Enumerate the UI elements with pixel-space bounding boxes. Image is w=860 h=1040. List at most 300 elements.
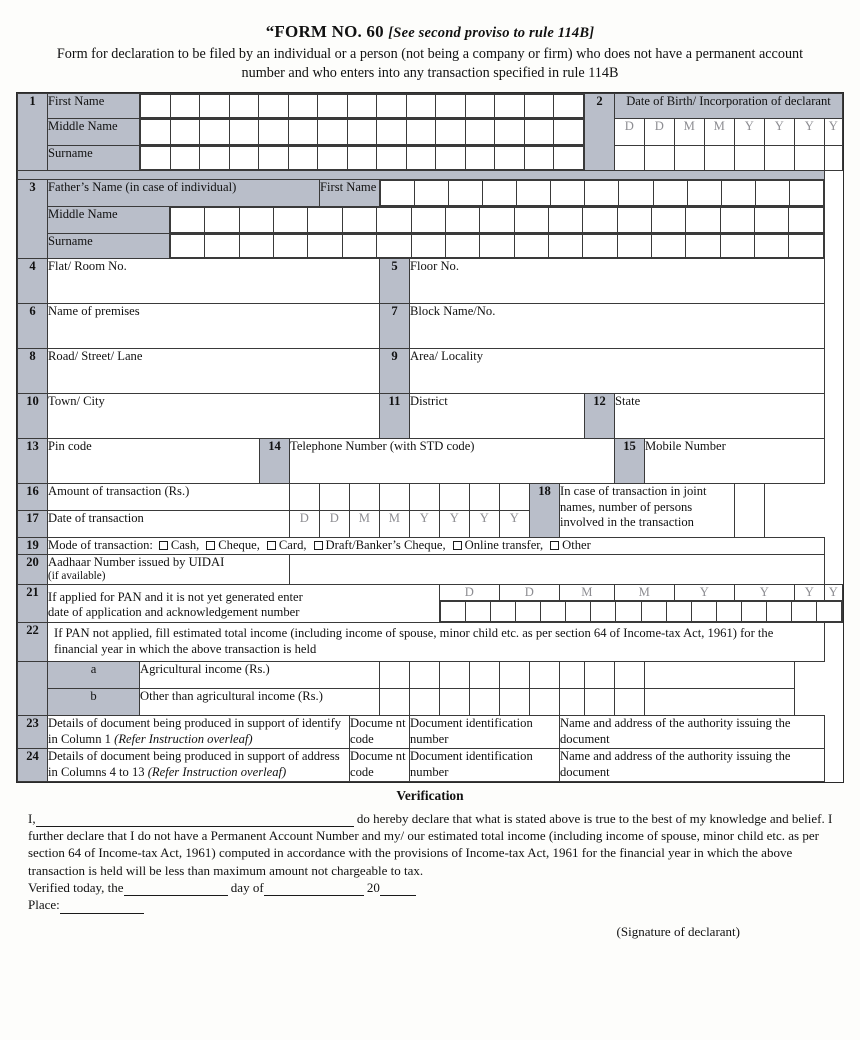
- form-title: [16, 22, 844, 42]
- row-10-11-12: [18, 394, 843, 439]
- field-telephone-number[interactable]: [290, 439, 615, 484]
- grid-cell[interactable]: [495, 120, 525, 145]
- checkbox-cash-icon[interactable]: [159, 541, 168, 550]
- dob-char-m2: M: [704, 119, 734, 146]
- verification-section: [16, 810, 844, 940]
- row-number-17: 17: [18, 511, 48, 538]
- grid-cell[interactable]: [755, 181, 789, 206]
- label-address-document: [48, 749, 350, 782]
- grid-cell[interactable]: [741, 601, 766, 621]
- grid-cell[interactable]: [721, 181, 755, 206]
- grid-cell[interactable]: [483, 181, 517, 206]
- pan-date-char-y1: Y: [674, 584, 734, 600]
- label-mobile-number: Mobile Number: [644, 439, 726, 454]
- row-22a-agricultural-income: [18, 662, 843, 689]
- grid-cell[interactable]: [517, 181, 551, 206]
- grid-cell[interactable]: [554, 120, 584, 145]
- grid-cell[interactable]: [789, 235, 824, 258]
- row-3-fathers-middle-name: [18, 207, 843, 234]
- row-1-first-name: [18, 94, 843, 119]
- dob-char-d1: D: [614, 119, 644, 146]
- grid-cell[interactable]: [239, 208, 273, 233]
- dob-input-m2[interactable]: [704, 146, 734, 171]
- amount-cell-2[interactable]: [320, 484, 350, 511]
- label-name-of-premises: Name of premises: [48, 304, 140, 319]
- grid-cell[interactable]: [406, 95, 436, 118]
- input-fathers-middle-name-grid[interactable]: [170, 207, 825, 234]
- txn-date-char-y2: Y: [440, 511, 470, 538]
- dob-char-y3: Y: [794, 119, 824, 146]
- grid-cell[interactable]: [524, 95, 554, 118]
- row-22-sub-spacer: [18, 662, 48, 716]
- field-block-name-no[interactable]: [410, 304, 825, 349]
- txn-date-char-y1: Y: [410, 511, 440, 538]
- row-3-fathers-first-name: [18, 180, 843, 207]
- row-number-20: 20: [18, 555, 48, 585]
- grid-cell[interactable]: [720, 235, 754, 258]
- grid-cell[interactable]: [755, 208, 789, 233]
- other-income-cell-3[interactable]: [440, 689, 470, 716]
- other-income-cell-2[interactable]: [410, 689, 440, 716]
- input-place[interactable]: [60, 901, 144, 914]
- grid-cell[interactable]: [170, 120, 200, 145]
- label-aadhaar-number: [48, 555, 290, 585]
- grid-cell[interactable]: [200, 147, 230, 170]
- label-surname: Surname: [48, 146, 140, 171]
- label-address-document-italic: (Refer Instruction overleaf): [147, 765, 287, 780]
- checkbox-online-transfer-icon[interactable]: [453, 541, 462, 550]
- grid-cell[interactable]: [514, 235, 548, 258]
- other-income-cell-4[interactable]: [470, 689, 500, 716]
- input-aadhaar-number[interactable]: [290, 555, 825, 585]
- agri-income-cell-7[interactable]: [560, 662, 585, 689]
- grid-cell[interactable]: [288, 147, 318, 170]
- other-income-cell-10[interactable]: [644, 689, 794, 716]
- form-title-main: “FORM NO. 60: [265, 22, 384, 41]
- row-20-aadhaar: [18, 555, 843, 585]
- agri-income-cell-1[interactable]: [380, 662, 410, 689]
- checkbox-card-icon[interactable]: [267, 541, 276, 550]
- row-8-9: [18, 349, 843, 394]
- label-other-income: Other than agricultural income (Rs.): [140, 689, 380, 716]
- dob-char-y2: Y: [764, 119, 794, 146]
- dob-input-d1[interactable]: [614, 146, 644, 171]
- row-number-7: 7: [380, 304, 410, 349]
- grid-cell[interactable]: [449, 181, 483, 206]
- other-income-cell-9[interactable]: [614, 689, 644, 716]
- input-declarant-name[interactable]: [36, 814, 354, 827]
- grid-cell[interactable]: [716, 601, 741, 621]
- dob-input-y4[interactable]: [824, 146, 842, 171]
- grid-cell[interactable]: [377, 147, 407, 170]
- other-income-cell-6[interactable]: [530, 689, 560, 716]
- field-area-locality[interactable]: [410, 349, 825, 394]
- input-acknowledgement-number-grid[interactable]: [440, 600, 843, 622]
- agri-income-cell-6[interactable]: [530, 662, 560, 689]
- grid-cell[interactable]: [720, 208, 754, 233]
- verification-paragraph-text: do hereby declare that what is stated above is true to the best of my knowledge and belief. I further declare that I do not have a Permanent Account Number and my/ our estimated total income (including income of spouse, minor child etc. as per section 64 of Income-tax Act, 1961) computed in accordance with the provisions of Income-tax Act, 1961 for the financial year in which the above transaction is held will be less than maximum amount not chargeable to tax.: [28, 810, 833, 878]
- amount-cell-5[interactable]: [410, 484, 440, 511]
- row-6-7: [18, 304, 843, 349]
- form-table-wrapper: [16, 92, 844, 782]
- grid-cell[interactable]: [170, 147, 200, 170]
- checkbox-draft-icon[interactable]: [314, 541, 323, 550]
- agri-income-cell-5[interactable]: [500, 662, 530, 689]
- grid-cell[interactable]: [619, 181, 653, 206]
- label-identity-document: [48, 716, 350, 749]
- label-date-of-transaction: Date of transaction: [48, 511, 290, 538]
- place-line: [28, 896, 836, 913]
- grid-cell[interactable]: [406, 120, 436, 145]
- agri-income-cell-9[interactable]: [614, 662, 644, 689]
- sub-row-key-a: a: [48, 662, 140, 689]
- label-date-of-birth: Date of Birth/ Incorporation of declarant: [614, 94, 842, 119]
- pan-date-char-y4: Y: [824, 584, 842, 600]
- row-3-fathers-surname: [18, 234, 843, 259]
- grid-cell[interactable]: [445, 208, 479, 233]
- other-income-cell-7[interactable]: [560, 689, 585, 716]
- row-22-note: [18, 622, 843, 662]
- row-number-14: 14: [260, 439, 290, 484]
- verification-paragraph: [28, 810, 836, 879]
- grid-cell[interactable]: [495, 95, 525, 118]
- grid-cell[interactable]: [516, 601, 541, 621]
- mode-option-cheque[interactable]: Cheque,: [218, 538, 260, 553]
- grid-cell[interactable]: [288, 95, 318, 118]
- grid-cell[interactable]: [524, 147, 554, 170]
- row-number-15: 15: [614, 439, 644, 484]
- grid-cell[interactable]: [686, 208, 720, 233]
- grid-cell[interactable]: [687, 181, 721, 206]
- acknowledgement-grid: [440, 601, 842, 622]
- grid-cell[interactable]: [318, 147, 348, 170]
- column-header-document-id-24: Document identification number: [410, 749, 560, 782]
- label-agricultural-income: Agricultural income (Rs.): [140, 662, 380, 689]
- amount-cell-7[interactable]: [470, 484, 500, 511]
- grid-cell[interactable]: [141, 120, 171, 145]
- label-joint-names: In case of transaction in joint names, number of persons involved in the transaction: [560, 484, 735, 538]
- grid-cell[interactable]: [591, 601, 616, 621]
- grid-cell[interactable]: [465, 147, 495, 170]
- input-joint-persons-count[interactable]: [734, 484, 764, 538]
- input-middle-name-grid[interactable]: [140, 119, 585, 146]
- first-name-grid: [140, 94, 584, 118]
- grid-cell[interactable]: [465, 95, 495, 118]
- grid-cell[interactable]: [653, 181, 687, 206]
- label-address-document-plain: Details of document being produced in support of address in Columns 4 to 13: [48, 749, 340, 780]
- grid-cell[interactable]: [691, 601, 716, 621]
- grid-cell[interactable]: [616, 601, 641, 621]
- grid-cell[interactable]: [342, 208, 376, 233]
- grid-cell[interactable]: [436, 147, 466, 170]
- grid-cell[interactable]: [205, 235, 239, 258]
- agri-income-cell-3[interactable]: [440, 662, 470, 689]
- label-telephone-number: Telephone Number (with STD code): [290, 439, 475, 454]
- input-verified-day[interactable]: [124, 883, 228, 896]
- label-verified-today: Verified today, the: [28, 880, 124, 896]
- surname-grid: [140, 146, 584, 170]
- grid-cell[interactable]: [411, 208, 445, 233]
- grid-cell[interactable]: [274, 208, 308, 233]
- grid-cell[interactable]: [436, 120, 466, 145]
- grid-cell[interactable]: [524, 120, 554, 145]
- form-header: [16, 22, 844, 82]
- dob-input-d2[interactable]: [644, 146, 674, 171]
- checkbox-cheque-icon[interactable]: [206, 541, 215, 550]
- amount-cell-3[interactable]: [350, 484, 380, 511]
- amount-cell-6[interactable]: [440, 484, 470, 511]
- label-area-locality: Area/ Locality: [410, 349, 484, 364]
- input-surname-grid[interactable]: [140, 146, 585, 171]
- row-16: [18, 484, 843, 511]
- grid-cell[interactable]: [200, 120, 230, 145]
- grid-cell[interactable]: [789, 208, 824, 233]
- grid-cell[interactable]: [551, 181, 585, 206]
- row-24-address-document: [18, 749, 843, 782]
- row-number-11: 11: [380, 394, 410, 439]
- pan-date-char-y3: Y: [794, 584, 824, 600]
- pan-date-char-d2: D: [500, 584, 560, 600]
- fathers-first-name-grid: [380, 180, 824, 206]
- grid-cell[interactable]: [466, 601, 491, 621]
- grid-cell[interactable]: [641, 601, 666, 621]
- label-pan-applied: [48, 584, 440, 622]
- grid-cell[interactable]: [583, 235, 617, 258]
- mode-option-draft[interactable]: Draft/Banker’s Cheque,: [325, 538, 446, 553]
- row-number-5: 5: [380, 259, 410, 304]
- form-subtitle: Form for declaration to be filed by an individual or a person (not being a company or firm) who does not have a permanent account number and who enters into any transaction specified in rule 114B: [56, 46, 804, 81]
- grid-cell[interactable]: [791, 601, 816, 621]
- grid-cell[interactable]: [406, 147, 436, 170]
- grid-cell[interactable]: [411, 235, 445, 258]
- grid-cell[interactable]: [347, 147, 377, 170]
- mode-option-other[interactable]: Other: [562, 538, 591, 553]
- row-spacer-1: [18, 171, 843, 180]
- row-number-18: 18: [530, 484, 560, 538]
- field-town-city[interactable]: [48, 394, 380, 439]
- field-mobile-number[interactable]: [644, 439, 824, 484]
- grid-cell[interactable]: [415, 181, 449, 206]
- row-number-1: 1: [18, 94, 48, 171]
- mode-option-card[interactable]: Card,: [278, 538, 307, 553]
- label-town-city: Town/ City: [48, 394, 105, 409]
- grid-cell[interactable]: [548, 235, 582, 258]
- dob-char-y1: Y: [734, 119, 764, 146]
- label-estimated-income-note: If PAN not applied, fill estimated total income (including income of spouse, minor child etc. as per section 64 of Income-tax Act, 1961) for the financial year in which the above transaction is held: [48, 622, 825, 662]
- grid-cell[interactable]: [445, 235, 479, 258]
- signature-line: (Signature of declarant): [616, 923, 740, 939]
- agri-income-cell-4[interactable]: [470, 662, 500, 689]
- grid-cell[interactable]: [342, 235, 376, 258]
- label-place: Place:: [28, 897, 60, 913]
- grid-cell[interactable]: [465, 120, 495, 145]
- grid-cell[interactable]: [566, 601, 591, 621]
- field-district[interactable]: [410, 394, 585, 439]
- dob-input-y1[interactable]: [734, 146, 764, 171]
- grid-cell[interactable]: [229, 95, 259, 118]
- mode-option-cash[interactable]: Cash,: [170, 538, 200, 553]
- grid-cell[interactable]: [816, 601, 841, 621]
- grid-cell[interactable]: [652, 235, 686, 258]
- label-pin-code: Pin code: [48, 439, 92, 454]
- grid-cell[interactable]: [585, 181, 619, 206]
- field-state[interactable]: [614, 394, 824, 439]
- column-header-authority-23: Name and address of the authority issuing the document: [560, 716, 825, 749]
- pan-date-char-m2: M: [614, 584, 674, 600]
- row-number-3: 3: [18, 180, 48, 259]
- grid-cell[interactable]: [583, 208, 617, 233]
- row-number-13: 13: [18, 439, 48, 484]
- grid-cell[interactable]: [495, 147, 525, 170]
- label-block-name-no: Block Name/No.: [410, 304, 496, 319]
- grid-cell[interactable]: [436, 95, 466, 118]
- form-title-proviso: [See second proviso to rule 114B]: [388, 25, 595, 41]
- label-aadhaar-line2: (if available): [48, 570, 106, 583]
- fathers-middle-name-grid: [170, 207, 824, 233]
- other-income-cell-8[interactable]: [584, 689, 614, 716]
- input-verified-year[interactable]: [380, 883, 416, 896]
- label-fathers-middle-name: Middle Name: [48, 207, 170, 234]
- checkbox-other-icon[interactable]: [550, 541, 559, 550]
- label-pan-applied-line1: If applied for PAN and it is not yet generated enter: [48, 589, 303, 604]
- grid-cell[interactable]: [229, 147, 259, 170]
- amount-cell-1[interactable]: [290, 484, 320, 511]
- grid-cell[interactable]: [789, 181, 823, 206]
- grid-cell[interactable]: [617, 208, 651, 233]
- grid-cell[interactable]: [377, 95, 407, 118]
- grid-cell[interactable]: [308, 235, 342, 258]
- grid-cell[interactable]: [480, 235, 514, 258]
- row-number-8: 8: [18, 349, 48, 394]
- grid-cell[interactable]: [514, 208, 548, 233]
- row-number-9: 9: [380, 349, 410, 394]
- label-aadhaar-line1: Aadhaar Number issued by UIDAI: [48, 555, 225, 570]
- grid-cell[interactable]: [141, 147, 171, 170]
- grid-cell[interactable]: [441, 601, 466, 621]
- dob-input-y3[interactable]: [794, 146, 824, 171]
- field-flat-room-no[interactable]: [48, 259, 380, 304]
- txn-date-char-y4: Y: [500, 511, 530, 538]
- field-road-street-lane[interactable]: [48, 349, 380, 394]
- other-income-cell-1[interactable]: [380, 689, 410, 716]
- verification-i-label: I,: [28, 810, 36, 826]
- input-first-name-grid[interactable]: [140, 94, 585, 119]
- pan-date-char-d1: D: [440, 584, 500, 600]
- grid-cell[interactable]: [347, 120, 377, 145]
- row-22b-other-income: [18, 689, 843, 716]
- label-identity-document-italic: (Refer Instruction overleaf): [114, 732, 253, 747]
- agri-income-cell-8[interactable]: [584, 662, 614, 689]
- row-13-14-15: [18, 439, 843, 484]
- grid-cell[interactable]: [541, 601, 566, 621]
- column-header-document-code-24: Docume nt code: [350, 749, 410, 782]
- label-fathers-first-name: First Name: [320, 180, 380, 207]
- grid-cell[interactable]: [141, 95, 171, 118]
- grid-cell[interactable]: [617, 235, 651, 258]
- grid-cell[interactable]: [554, 147, 584, 170]
- grid-cell[interactable]: [347, 95, 377, 118]
- grid-cell[interactable]: [686, 235, 720, 258]
- label-first-name: First Name: [48, 94, 140, 119]
- row-number-22: 22: [18, 622, 48, 662]
- row-number-4: 4: [18, 259, 48, 304]
- label-district: District: [410, 394, 448, 409]
- row-number-23: 23: [18, 716, 48, 749]
- spacer-strip: [18, 171, 825, 180]
- grid-cell[interactable]: [308, 208, 342, 233]
- dob-input-y2[interactable]: [764, 146, 794, 171]
- grid-cell[interactable]: [766, 601, 791, 621]
- row-number-2: 2: [584, 94, 614, 171]
- input-fathers-first-name-grid[interactable]: [380, 180, 825, 207]
- label-flat-room-no: Flat/ Room No.: [48, 259, 127, 274]
- grid-cell[interactable]: [200, 95, 230, 118]
- grid-cell[interactable]: [377, 208, 411, 233]
- input-verified-month[interactable]: [264, 883, 364, 896]
- sub-row-key-b: b: [48, 689, 140, 716]
- grid-cell[interactable]: [239, 235, 273, 258]
- grid-cell[interactable]: [205, 208, 239, 233]
- grid-cell[interactable]: [377, 235, 411, 258]
- grid-cell[interactable]: [229, 120, 259, 145]
- grid-cell[interactable]: [318, 120, 348, 145]
- agri-income-cell-2[interactable]: [410, 662, 440, 689]
- grid-cell[interactable]: [274, 235, 308, 258]
- row-4-5: [18, 259, 843, 304]
- grid-cell[interactable]: [652, 208, 686, 233]
- label-floor-no: Floor No.: [410, 259, 459, 274]
- row-number-16: 16: [18, 484, 48, 511]
- label-mode-of-transaction: Mode of transaction:: [48, 538, 153, 553]
- grid-cell[interactable]: [288, 120, 318, 145]
- grid-cell[interactable]: [755, 235, 789, 258]
- input-fathers-surname-grid[interactable]: [170, 234, 825, 259]
- grid-cell[interactable]: [548, 208, 582, 233]
- dob-char-m1: M: [674, 119, 704, 146]
- grid-cell[interactable]: [171, 208, 205, 233]
- label-pan-applied-line2: date of application and acknowledgement number: [48, 604, 300, 619]
- grid-cell[interactable]: [377, 120, 407, 145]
- pan-date-char-y2: Y: [734, 584, 794, 600]
- grid-cell[interactable]: [554, 95, 584, 118]
- field-pin-code[interactable]: [48, 439, 260, 484]
- grid-cell[interactable]: [666, 601, 691, 621]
- amount-cell-8[interactable]: [500, 484, 530, 511]
- grid-cell[interactable]: [170, 95, 200, 118]
- other-income-cell-5[interactable]: [500, 689, 530, 716]
- grid-cell[interactable]: [259, 120, 289, 145]
- row-number-21: 21: [18, 584, 48, 622]
- dob-input-m1[interactable]: [674, 146, 704, 171]
- field-floor-no[interactable]: [410, 259, 825, 304]
- label-fathers-name: Father’s Name (in case of individual): [48, 180, 320, 207]
- grid-cell[interactable]: [259, 147, 289, 170]
- dob-char-y4: Y: [824, 119, 842, 146]
- txn-date-char-m2: M: [380, 511, 410, 538]
- grid-cell[interactable]: [259, 95, 289, 118]
- agri-income-cell-10[interactable]: [644, 662, 794, 689]
- grid-cell[interactable]: [318, 95, 348, 118]
- grid-cell[interactable]: [491, 601, 516, 621]
- amount-cell-4[interactable]: [380, 484, 410, 511]
- row-number-10: 10: [18, 394, 48, 439]
- grid-cell[interactable]: [171, 235, 205, 258]
- grid-cell[interactable]: [381, 181, 415, 206]
- grid-cell[interactable]: [480, 208, 514, 233]
- row-23-identity-document: [18, 716, 843, 749]
- field-name-of-premises[interactable]: [48, 304, 380, 349]
- mode-option-online-transfer[interactable]: Online transfer,: [464, 538, 544, 553]
